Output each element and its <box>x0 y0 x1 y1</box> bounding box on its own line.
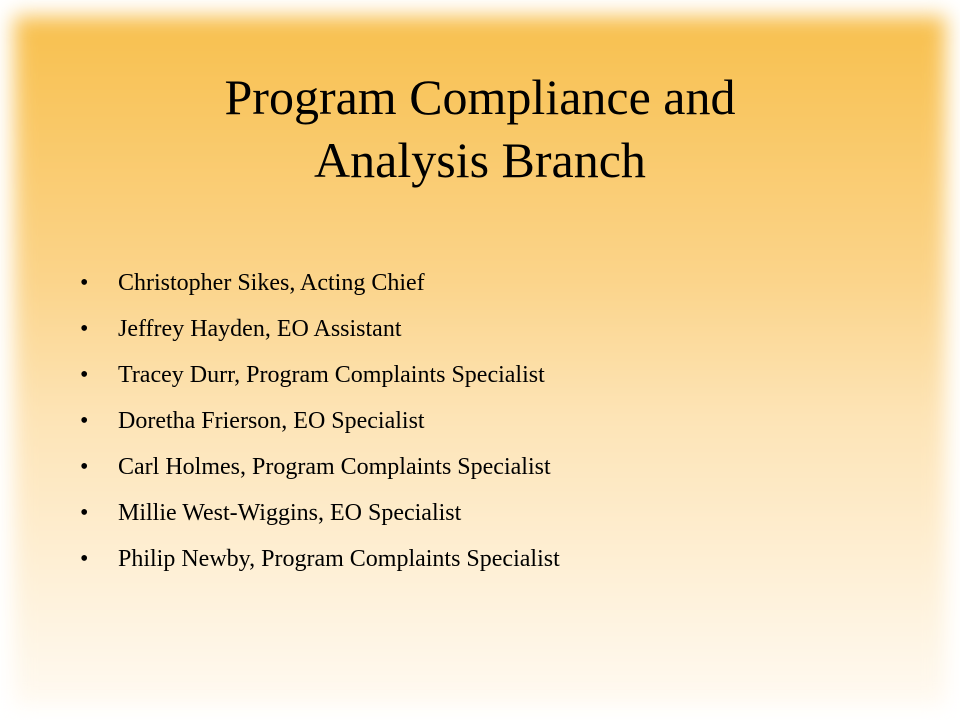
title-line-1: Program Compliance and <box>224 69 736 125</box>
bullet-dot-icon: • <box>80 270 89 296</box>
bullet-dot-icon: • <box>80 454 89 480</box>
bullet-dot-icon: • <box>80 546 89 572</box>
bullet-dot-icon: • <box>80 316 89 342</box>
bullet-dot-icon: • <box>80 408 89 434</box>
bullet-item <box>80 263 560 309</box>
bullet-text: Jeffrey Hayden, EO Assistant <box>118 316 402 342</box>
bullet-item <box>80 401 560 447</box>
bullet-item <box>80 309 560 355</box>
bullet-text: Doretha Frierson, EO Specialist <box>118 408 425 434</box>
bullet-text: Philip Newby, Program Complaints Specialist <box>118 546 560 572</box>
slide-title <box>80 66 880 192</box>
bullet-dot-icon: • <box>80 500 89 526</box>
bullet-text: Tracey Durr, Program Complaints Specialist <box>118 362 545 388</box>
bullet-text: Christopher Sikes, Acting Chief <box>118 270 425 296</box>
bullet-item <box>80 539 560 585</box>
bullet-item <box>80 447 560 493</box>
bullet-text: Millie West-Wiggins, EO Specialist <box>118 500 462 526</box>
bullet-text: Carl Holmes, Program Complaints Specialist <box>118 454 551 480</box>
title-line-2: Analysis Branch <box>314 132 646 188</box>
bullet-item <box>80 355 560 401</box>
bullet-list <box>80 263 560 585</box>
bullet-item <box>80 493 560 539</box>
bullet-dot-icon: • <box>80 362 89 388</box>
